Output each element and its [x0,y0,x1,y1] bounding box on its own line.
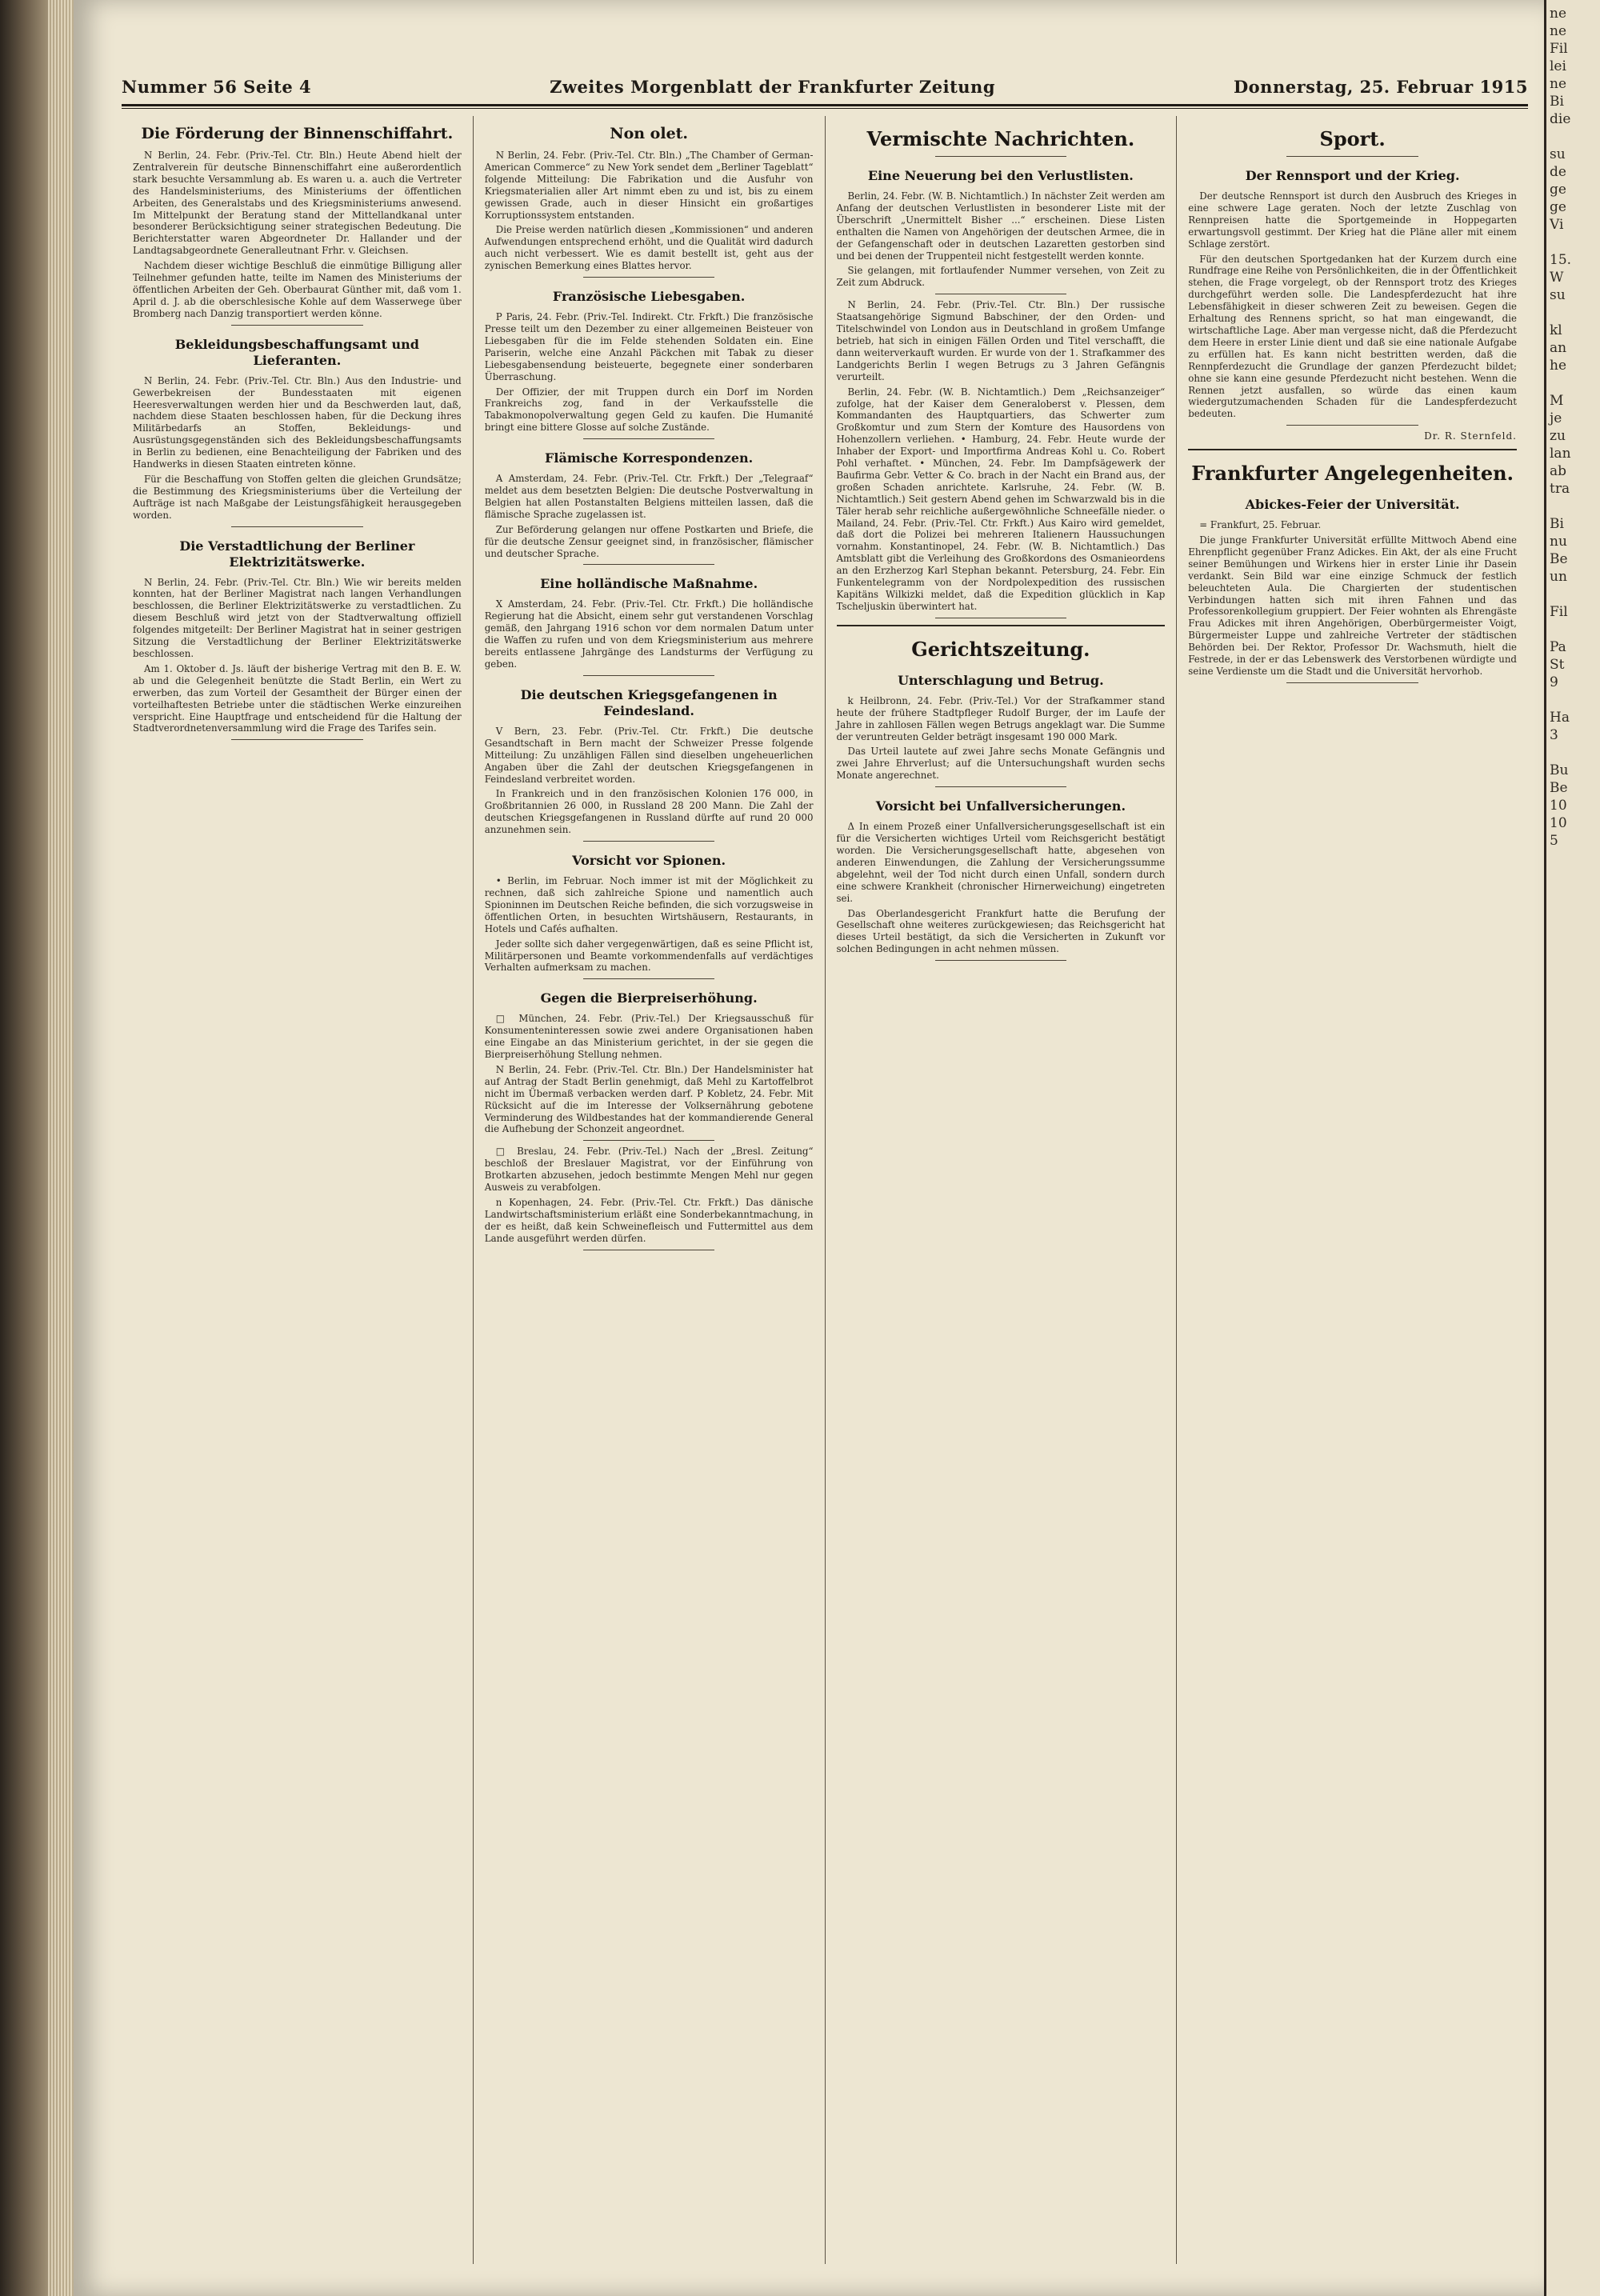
article-divider [935,156,1066,157]
article-title: Sport. [1319,127,1386,150]
article-divider [583,438,714,439]
columns-container [122,116,1528,2264]
article-divider [935,960,1066,961]
header-rule-thin [122,108,1528,109]
article-divider [1286,425,1418,426]
article-lead: X Amsterdam, 24. Febr. (Priv.-Tel. Ctr. Frkft.) Die holländische Regierung hat die Absicht, einem sehr gut verstandenen Vorschlag gemäß, den Jahrgang 1916 schon vor dem normalen Datum unter die Waffen zu rufen und von dem Kriegsministerium aus mehrere bereits entlassene Jahrgänge des Landsturms der Verfügung zu geben. [484,598,814,670]
article-lead: Berlin, 24. Febr. (W. B. Nichtamtlich.) In nächster Zeit werden am Anfang der deutschen Verlustlisten in besonderer Liste mit der Überschrift „Unermittelt Bisher ...“ erscheinen. Diese Listen enthalten die Namen von Angehörigen der deutschen Armee, die in der Gefangenschaft oder in deutschen Lazaretten gestorben sind und bei denen der Truppenteil nicht festgestellt werden konnte. [836,190,1166,262]
article-title: Französische Liebesgaben. [552,289,746,305]
article-lead: k Heilbronn, 24. Febr. (Priv.-Tel.) Vor der Strafkammer stand heute der frühere Stadtpfleger Rudolf Burger, der im Laufe der Jahre in zahllosen Fällen wegen Betrugs angeklagt war. Die Summe der veruntreuten Gelder beträgt insgesamt 190 000 Mark. [836,694,1166,742]
article-body: N Berlin, 24. Febr. (Priv.-Tel. Ctr. Bln.) Der Handelsminister hat auf Antrag der Stadt Berlin genehmigt, daß Mehl zu Kartoffelbrot nicht im Übermaß verbacken werden darf. P Kobletz, 24. Febr. Mit Rücksicht auf die im Interesse der Volksernährung gebotene Verminderung des Wildbestandes hat der kommandierende General die Aufhebung der Schonzeit angeordnet. [484,1063,814,1135]
column-3 [826,116,1178,2264]
article-lead: N Berlin, 24. Febr. (Priv.-Tel. Ctr. Bln.) Wie wir bereits melden konnten, hat der Berliner Magistrat nach langen Verhandlungen beschlossen, die Berliner Elektrizitätswerke zu verstadtlichen. Zu diesem Beschluß wird jetzt von der Stadtverwaltung offiziell folgendes mitgeteilt: Der Berliner Magistrat hat in seiner gestrigen Sitzung die Verstadtlichung der Berliner Elektrizitätswerke beschlossen. [133,576,462,659]
article-body: Das Urteil lautete auf zwei Jahre sechs Monate Gefängnis und zwei Jahre Ehrverlust; auf die Untersuchungshaft wurden sechs Monate angerechnet. [836,746,1166,782]
article-divider [583,1140,714,1141]
article-body: Für die Beschaffung von Stoffen gelten die gleichen Grundsätze; die Bestimmung des Kriegsministeriums über die Verteilung der Aufträge ist nach Maßgabe der Leistungsfähigkeit herausgegeben worden. [133,473,462,521]
section-rule [837,625,1166,626]
article-lead: P Paris, 24. Febr. (Priv.-Tel. Indirekt. Ctr. Frkft.) Die französische Presse teilt um den Dezember zu einer allgemeinen Beisteuer von Liebesgaben für die im Felde stehenden Soldaten ein. Eine Pariserin, welche eine Anzahl Päckchen mit Tabak zu dieser Liebesgabensendung beisteuerte, begegnete einer sonderbaren Überraschung. [484,311,814,382]
article-divider [583,841,714,842]
article-lead: N Berlin, 24. Febr. (Priv.-Tel. Ctr. Bln.) Heute Abend hielt der Zentralverein für deutsche Binnenschiffahrt eine außerordentlich stark besuchte Versammlung ab. Es waren u. a. auch die Vertreter des Handelsministeriums, des Ministeriums der öffentlichen Arbeiten, des Generalstabs und des Kriegsministeriums anwesend. Im Mittelpunkt der Beratung stand der Mittellandkanal unter besonderer Berücksichtigung seiner strategischen Bedeutung. Die Berichterstatter waren Abgeordneter Dr. Hallander und der Landtagsabgeordnete Generalleutnant Frhr. v. Gleichsen. [133,150,462,257]
article-body: Das Oberlandesgericht Frankfurt hatte die Berufung der Gesellschaft ohne weiteres zurückgewiesen; das Reichsgericht hat dieses Urteil bestätigt, da sich die Versicherten in Zukunft vor solchen Bedingungen in acht nehmen müssen. [836,907,1166,955]
header-rule [122,104,1528,106]
article-title: Non olet. [610,125,689,142]
article-body: Die Preise werden natürlich diesen „Kommissionen“ und anderen Aufwendungen entsprechend erhöht, und die Qualität wird dadurch auch nicht verbessert. Wie es damit bestellt ist, geht aus der zynischen Bemerkung eines Blattes hervor. [484,224,814,272]
edition-title: Zweites Morgenblatt der Frankfurter Zeitung [550,76,996,97]
adjacent-page-fragment [1544,0,1600,2296]
article-title: Die Förderung der Binnenschiffahrt. [141,125,454,142]
article-divider [231,325,362,326]
article-body: In Frankreich und in den französischen Kolonien 176 000, in Großbritannien 26 000, in Russland 28 200 Mann. Die Zahl der deutschen Kriegsgefangenen in Russland dürfte auf rund 20 000 anzunehmen sein. [484,788,814,836]
page-header [122,70,1528,102]
article-divider [583,675,714,676]
article-divider [231,526,362,527]
newspaper-page [74,0,1544,2296]
page-edges [48,0,74,2296]
article-body: Sie gelangen, mit fortlaufender Nummer versehen, von Zeit zu Zeit zum Abdruck. [836,265,1166,289]
column-2 [474,116,826,2264]
article-divider [1286,156,1418,157]
section-title: Frankfurter Angelegenheiten. [1191,462,1514,486]
column-1 [122,116,474,2264]
article-title: Flämische Korrespondenzen. [545,450,754,466]
article-lead: N Berlin, 24. Febr. (Priv.-Tel. Ctr. Bln.) „The Chamber of German-American Commerce“ zu New York sendet dem „Berliner Tageblatt“ folgende Mitteilung: Die Fabrikation und die Ausfuhr von Kriegsmaterialien aller Art nimmt eben zu und ist, bis zu einem gewissen Grade, auch in dieser Hinsicht ein großartiges Korruptionssystem entstanden. [484,150,814,221]
article-body: Zur Beförderung gelangen nur offene Postkarten und Briefe, die für die deutsche Zensur geeignet sind, in französischer, flämischer und deutscher Sprache. [484,523,814,559]
article-title: Die Verstadtlichung der Berliner Elektrizitätswerke. [179,538,415,570]
article-lead: Δ In einem Prozeß einer Unfallversicherungsgesellschaft ist ein für die Versicherten wichtiges Urteil vom Reichsgericht bestätigt worden. Die Versicherungsgesellschaft hatte, abgesehen von anderen Einwendungen, die Zahlung der Versicherungssumme abgelehnt, weil der Tod nicht durch einen Unfall, sondern durch eine schwere Krankheit (chronischer Hirnerweichung) eingetreten sei. [836,821,1166,904]
article-divider [583,978,714,979]
adjacent-page-text: ne ne Fil lei ne Bi die su de ge ge Vi 15. W su kl an he M je zu lan ab tra Bi nu Be un Fil Pa St 9 Ha 3 Bu Be 10 10 5 [1550,6,1572,849]
article-byline: Dr. R. Sternfeld. [1424,430,1517,442]
article-divider [231,739,362,740]
article-lead: Der deutsche Rennsport ist durch den Ausbruch des Krieges in eine schwere Lage geraten. Noch der letzte Zuschlag von Rennpreisen hatte die Sportgemeinde in Hoppegarten erwartungsvoll gestimmt. Der Krieg hat die Pläne aller mit einem Schlage zerstört. [1188,190,1517,250]
issue-number: Nummer 56 Seite 4 [122,76,312,97]
article-body: Die junge Frankfurter Universität erfüllte Mittwoch Abend eine Ehrenpflicht gegenüber Franz Adickes. Ein Akt, der als eine Frucht seiner Bemühungen und Wirkens hier in erster Linie ihr Dasein verdankt. Sein Bild war eine einzige Schmuck der festlich beleuchteten Aula. Die Chargierten der studentischen Verbindungen hatten sich mit ihren Fahnen und das Professorenkollegium gruppiert. Der Feier wohnten als Ehrengäste Frau Adickes mit ihren Angehörigen, Oberbürgermeister Voigt, Bürgermeister Luppe und zahlreiche Vertreter der städtischen Behörden bei. Der Rektor, Professor Dr. Wachsmuth, hielt die Festrede, in der er das Lebenswerk des Verstorbenen würdigte und seine Verdienste um die Stadt und die Universität hervorhob. [1188,534,1517,677]
article-lead: V Bern, 23. Febr. (Priv.-Tel. Ctr. Frkft.) Die deutsche Gesandtschaft in Bern macht der Schweizer Presse folgende Mitteilung: Zu unzähligen Fällen sind dieselben ungeheuerlichen Angaben über die Zahl der deutschen Kriegsgefangenen in Feindesland verbreitet worden. [484,725,814,785]
article-lead: = Frankfurt, 25. Februar. [1199,519,1322,531]
article-divider [1286,682,1418,683]
article-body: Berlin, 24. Febr. (W. B. Nichtamtlich.) Dem „Reichsanzeiger“ zufolge, hat der Kaiser dem Generaloberst v. Plessen, dem Kommandanten des Hauptquartiers, das Schwerter zum Großkomtur und zum Stern der Komture des Hausordens von Hohenzollern verliehen. • Hamburg, 24. Febr. Heute wurde der Inhaber der Export- und Importfirma Andreas Kohl u. Co. Robert Pohl verhaftet. • München, 24. Febr. Im Dampfsägewerk der Baufirma Gebr. Vetter & Co. brach in der Nacht ein Brand aus, der großen Schaden anrichtete. Karlsruhe, 24. Febr. (W. B. Nichtamtlich.) Seit gestern Abend gehen im Schwarzwald bis in die Täler herab sehr reichliche außergewöhnliche Schneefälle nieder. o Mailand, 24. Febr. (Priv.-Tel. Ctr. Frkft.) Aus Kairo wird gemeldet, daß dort die Polizei bei mehreren Italienern Haussuchungen vornahm. Konstantinopel, 24. Febr. (W. B. Nichtamtlich.) Das Amtsblatt gibt die Verleihung des Großkordons des Osmanieordens an den Erzherzog Karl Stephan bekannt. Petersburg, 24. Febr. Ein Funkentelegramm von der Nordpolexpedition des russischen Kapitäns Wilkizki meldet, daß die Expedition glücklich in Kap Tscheljuskin überwintert hat. [836,386,1166,612]
section-title: Gerichtszeitung. [911,637,1090,661]
article-body: Der Offizier, der mit Truppen durch ein Dorf im Norden Frankreichs zog, fand in der Verkaufsstelle die Tabakmonopolverwaltung gegen Geld zu kaufen. Die Humanité bringt eine bittere Glosse auf solche Zustände. [484,386,814,434]
article-lead: N Berlin, 24. Febr. (Priv.-Tel. Ctr. Bln.) Aus den Industrie- und Gewerbekreisen der Bundesstaaten mit eigenen Heeresverwaltungen werden hier und da Beschwerden laut, daß, nachdem diese Staaten beschlossen haben, für die Deckung ihres Militärbedarfs an Stoffen, Bekleidungs- und Ausrüstungsgegenständen sich des Bekleidungsbeschaffungsamts in Berlin zu bedienen, eine Benachteiligung der Fabriken und des Handwerks in diesen Staaten eintreten könne. [133,374,462,470]
article-body: Jeder sollte sich daher vergegenwärtigen, daß es seine Pflicht ist, Militärpersonen und Beamte vorkommendenfalls auf verdächtiges Verhalten aufmerksam zu machen. [484,938,814,974]
article-body: Am 1. Oktober d. Js. läuft der bisherige Vertrag mit den B. E. W. ab und die Gelegenheit benützte die Stadt Berlin, ein Wert zu erwerben, das zum Vorteil der Gesamtheit der Bürger einen der vorteilhaftesten Betriebe unter die städtischen Werke einzureihen verspricht. Eine Hauptfrage und entscheidend für die Haltung der Stadtverordnetenversammlung wird die Frage des Tarifes sein. [133,662,462,734]
article-divider [935,786,1066,787]
article-divider [583,564,714,565]
article-title: Abickes-Feier der Universität. [1245,497,1460,513]
article-body: Nachdem dieser wichtige Beschluß die einmütige Billigung aller Teilnehmer gefunden hatte, teilte im Namen des Ministeriums der öffentlichen Arbeiten der Geh. Oberbaurat Günther mit, daß vom 1. April d. J. ab die oberschlesische Kohle auf dem Wasserwege über Bromberg nach Danzig transportiert werden könne. [133,260,462,319]
article-title: Unterschlagung und Betrug. [898,672,1104,688]
article-lead: N Berlin, 24. Febr. (Priv.-Tel. Ctr. Bln.) Der russische Staatsangehörige Sigmund Babschiner, der den Orden- und Titelschwindel von London aus in Deutschland in großem Umfange betrieb, hat sich in einigen Fällen Orden und Titel verschafft, die dann weiterverkauft wurden. Er wurde von der 1. Strafkammer des Landgerichts Berlin I wegen Betrugs zu 3 Jahren Gefängnis verurteilt. [836,299,1166,382]
issue-date: Donnerstag, 25. Februar 1915 [1233,76,1528,97]
article-title: Gegen die Bierpreiserhöhung. [540,990,758,1006]
article-title: Eine Neuerung bei den Verlustlisten. [867,168,1134,183]
column-4 [1177,116,1528,2264]
article-title: Vermischte Nachrichten. [866,127,1135,150]
article-title: Die deutschen Kriegsgefangenen in Feindesland. [520,686,778,718]
article-lead: □ München, 24. Febr. (Priv.-Tel.) Der Kriegsausschuß für Konsumenteninteressen sowie zwei andere Organisationen haben eine Eingabe an das Ministerium gerichtet, in der sie gegen die Bierpreiserhöhung Stellung nehmen. [484,1013,814,1061]
article-title: Bekleidungsbeschaffungsamt und Lieferanten. [174,336,419,368]
article-title: Der Rennsport und der Krieg. [1245,168,1460,183]
article-title: Vorsicht vor Spionen. [572,853,726,869]
article-title: Vorsicht bei Unfallversicherungen. [875,798,1126,814]
article-title: Eine holländische Maßnahme. [540,576,758,592]
article-lead: □ Breslau, 24. Febr. (Priv.-Tel.) Nach der „Bresl. Zeitung“ beschloß der Breslauer Magistrat, vor der Einführung von Brotkarten abzusehen, jedoch bestimmte Mengen Mehl nur gegen Ausweis zu verabfolgen. [484,1146,814,1194]
article-body: n Kopenhagen, 24. Febr. (Priv.-Tel. Ctr. Frkft.) Das dänische Landwirtschaftsministerium erläßt eine Sonderbekanntmachung, in der es heißt, daß kein Schweinefleisch und Futtermittel aus dem Lande ausgeführt werden dürfen. [484,1197,814,1244]
article-divider [583,277,714,278]
article-lead: A Amsterdam, 24. Febr. (Priv.-Tel. Ctr. Frkft.) Der „Telegraaf“ meldet aus dem besetzten Belgien: Die deutsche Postverwaltung in Belgien hat allen Postanstalten Belgiens mitteilen lassen, daß die flämische Sprache zugelassen ist. [484,473,814,520]
section-rule [1188,449,1517,450]
article-body: Für den deutschen Sportgedanken hat der Kurzem durch eine Rundfrage eine Reihe von Persönlichkeiten, die in der Öffentlichkeit stehen, die Frage vorgelegt, ob der Rennsport trotz des Krieges durchgeführt werden solle. Die Landespferdezucht hat ihre Lebensfähigkeit in dieser schweren Zeit zu beweisen. Gegen die Erhaltung des Rennens spricht, so hat man eingewandt, die wirtschaftliche Lage. Aber man vergesse nicht, daß die Pferdezucht dem Heere in erster Linie dient und daß sie eine nationale Aufgabe zu erfüllen hat. Es kann nicht bestritten werden, daß die Rennpferdezucht die Grundlage der ganzen Pferdezucht bildet; ohne sie kann eine gesunde Pferdezucht nicht bestehen. Wenn die Rennen jetzt ausfallen, so würde das einen kaum wiedergutzumachenden Schaden für die Landespferdezucht bedeuten. [1188,253,1517,420]
article-lead: • Berlin, im Februar. Noch immer ist mit der Möglichkeit zu rechnen, daß sich zahlreiche Spione und namentlich auch Spioninnen im Deutschen Reiche befinden, die sich vorzugsweise in öffentlichen Orten, in besuchten Wirtshäusern, Restaurants, in Hotels und Cafés aufhalten. [484,875,814,934]
